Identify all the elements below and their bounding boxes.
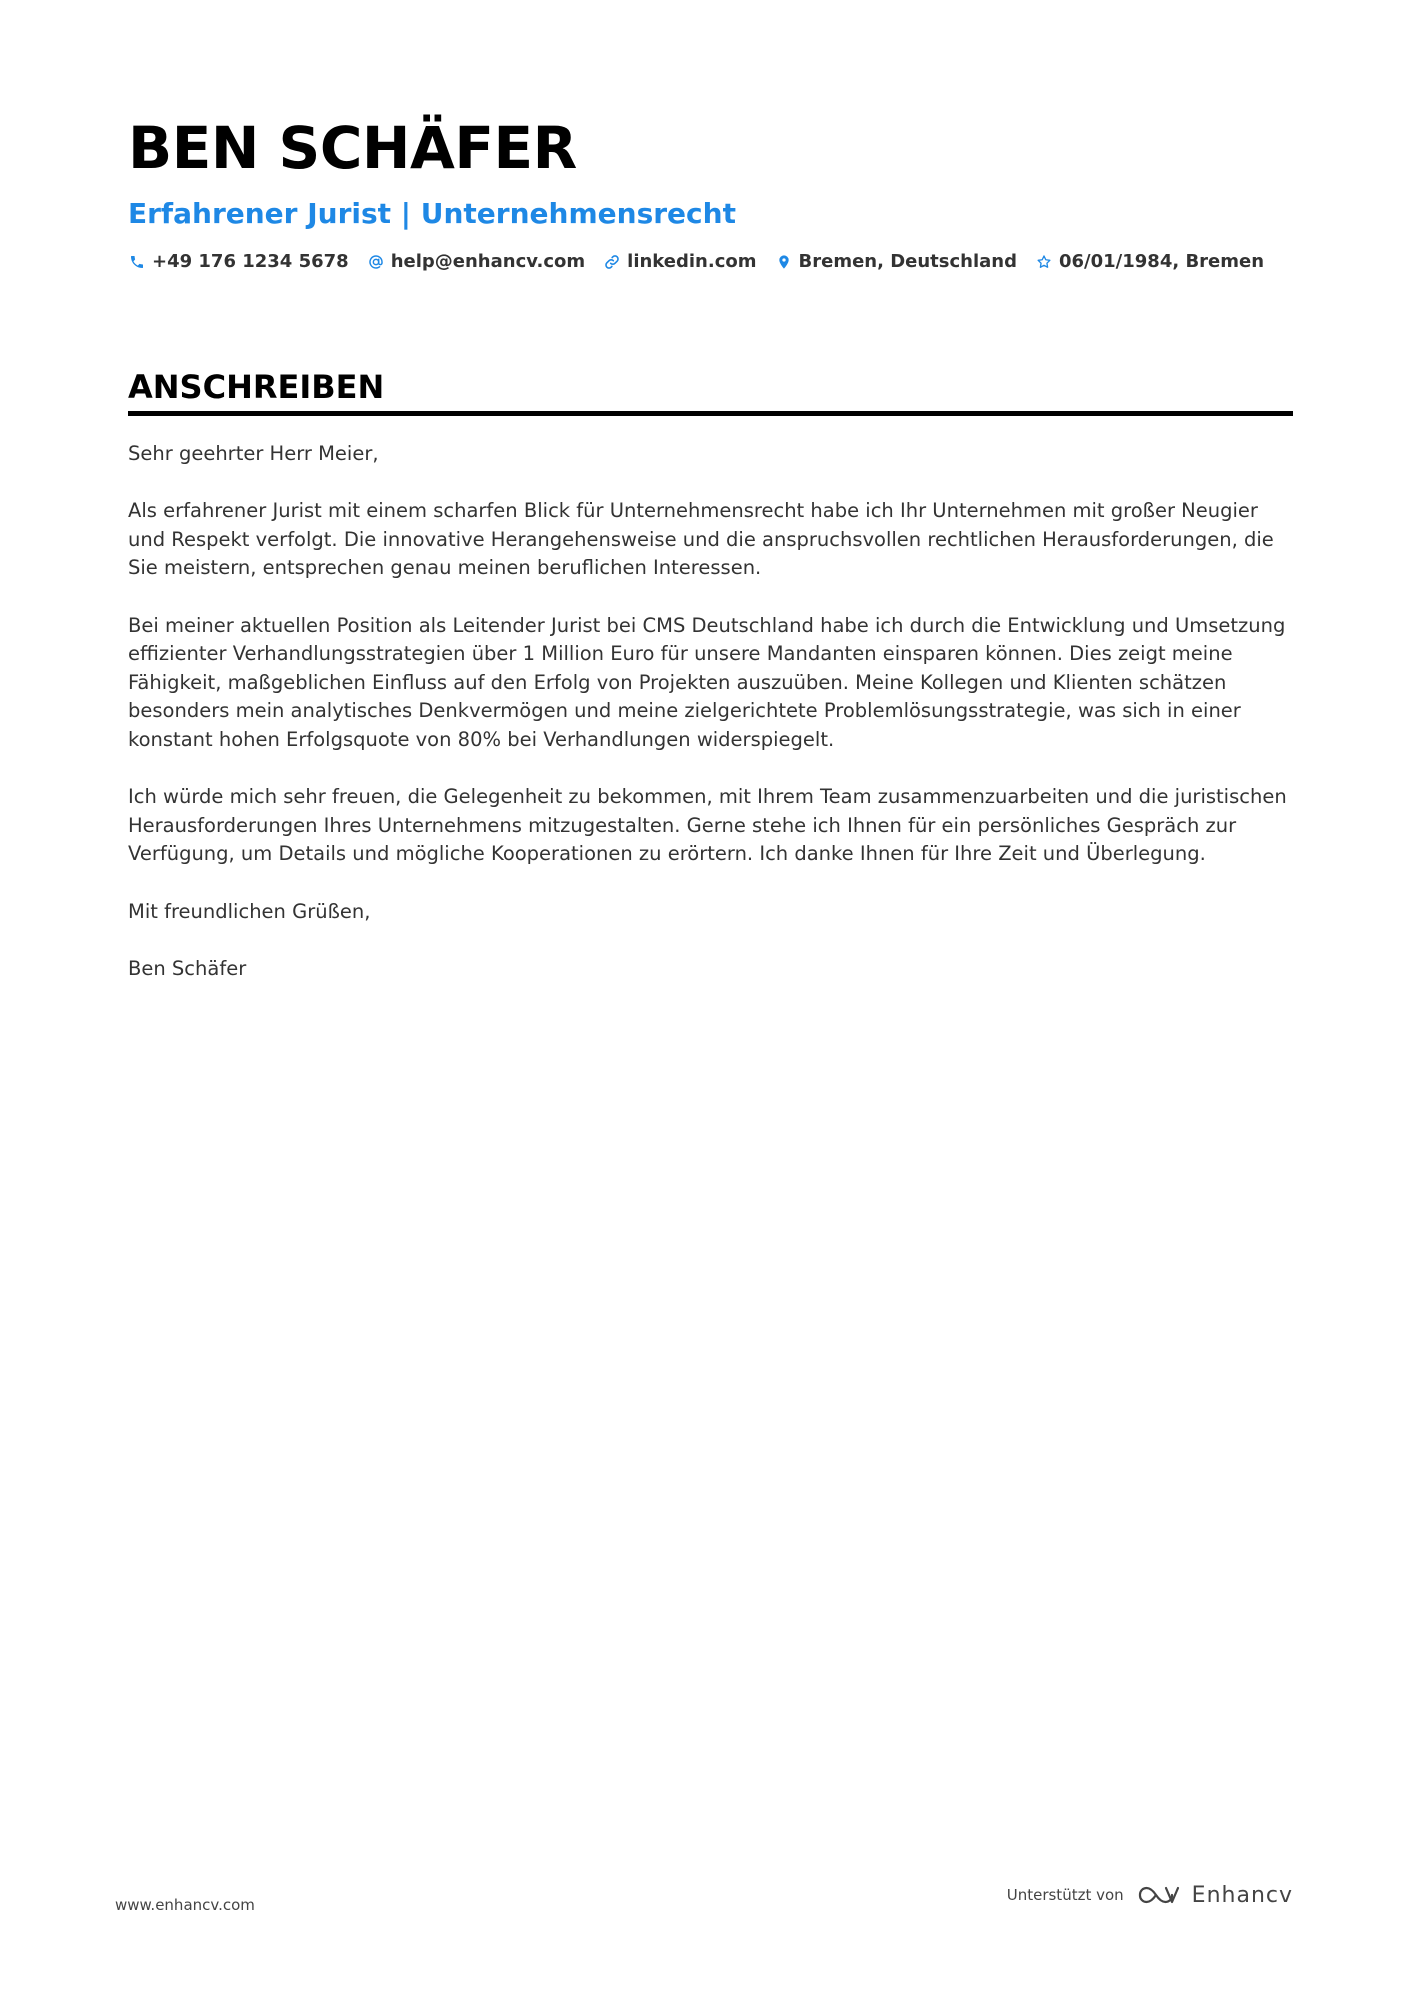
contact-location <box>775 251 1017 272</box>
phone-icon <box>128 253 146 271</box>
enhancv-logo-icon <box>1136 1882 1182 1908</box>
link-icon <box>603 253 621 271</box>
footer-website[interactable]: www.enhancv.com <box>115 1896 255 1914</box>
candidate-name: BEN SCHÄFER <box>128 114 577 182</box>
contact-bar <box>128 251 1293 272</box>
contact-email[interactable] <box>367 251 585 272</box>
brand-name: Enhancv <box>1191 1882 1293 1908</box>
header <box>128 108 1293 272</box>
letter-paragraph: Bei meiner aktuellen Position als Leitender Jurist bei CMS Deutschland habe ich durch die Entwicklung und Umsetzung effizienter Verhandlungsstrategien über 1 Million Euro für unsere Mandanten einsparen können. Dies zeigt meine Fähigkeit, maßgeblichen Einfluss auf den Erfolg von Projekten auszuüben. Meine Kollegen und Klienten schätzen besonders mein analytisches Denkvermögen und meine zielgerichtete Problemlösungsstrategie, was sich in einer konstant hohen Erfolgsquote von 80% bei Verhandlungen widerspiegelt. <box>128 613 1286 751</box>
contact-phone-text: +49 176 1234 5678 <box>152 251 349 272</box>
cover-letter-section <box>128 365 1293 1012</box>
letter-salutation: Sehr geehrter Herr Meier, <box>128 442 379 465</box>
letter-closing: Mit freundlichen Grüßen, <box>128 899 371 923</box>
letter-body <box>128 440 1293 983</box>
section-title: ANSCHREIBEN <box>128 365 1293 416</box>
contact-email-text: help@enhancv.com <box>390 251 586 272</box>
contact-linkedin[interactable] <box>603 251 756 272</box>
star-icon <box>1035 253 1053 271</box>
contact-birth <box>1035 251 1264 272</box>
location-pin-icon <box>775 253 793 271</box>
letter-paragraph: Als erfahrener Jurist mit einem scharfen Blick für Unternehmensrecht habe ich Ihr Unternehmen mit großer Neugier und Respekt verfolgt. Die innovative Herangehensweise und die anspruchsvollen rechtlichen Herausforderungen, die Sie meistern, entsprechen genau meinen beruflichen Interessen. <box>128 499 1274 580</box>
contact-location-text: Bremen, Deutschland <box>798 251 1017 272</box>
letter-paragraph: Ich würde mich sehr freuen, die Gelegenheit zu bekommen, mit Ihrem Team zusammenzuarbeiten und die juristischen Herausforderungen Ihres Unternehmens mitzugestalten. Gerne stehe ich Ihnen für ein persönliches Gespräch zur Verfügung, um Details und mögliche Kooperationen zu erörtern. Ich danke Ihnen für Ihre Zeit und Überlegung. <box>128 785 1287 866</box>
contact-linkedin-text: linkedin.com <box>627 251 757 272</box>
at-icon <box>367 253 385 271</box>
contact-birth-text: 06/01/1984, Bremen <box>1059 251 1265 272</box>
candidate-title: Erfahrener Jurist | Unternehmensrecht <box>128 197 736 230</box>
powered-by-label: Unterstützt von <box>1006 1886 1124 1904</box>
footer-branding <box>1007 1882 1293 1908</box>
letter-signature: Ben Schäfer <box>128 956 247 980</box>
contact-phone <box>128 251 349 272</box>
